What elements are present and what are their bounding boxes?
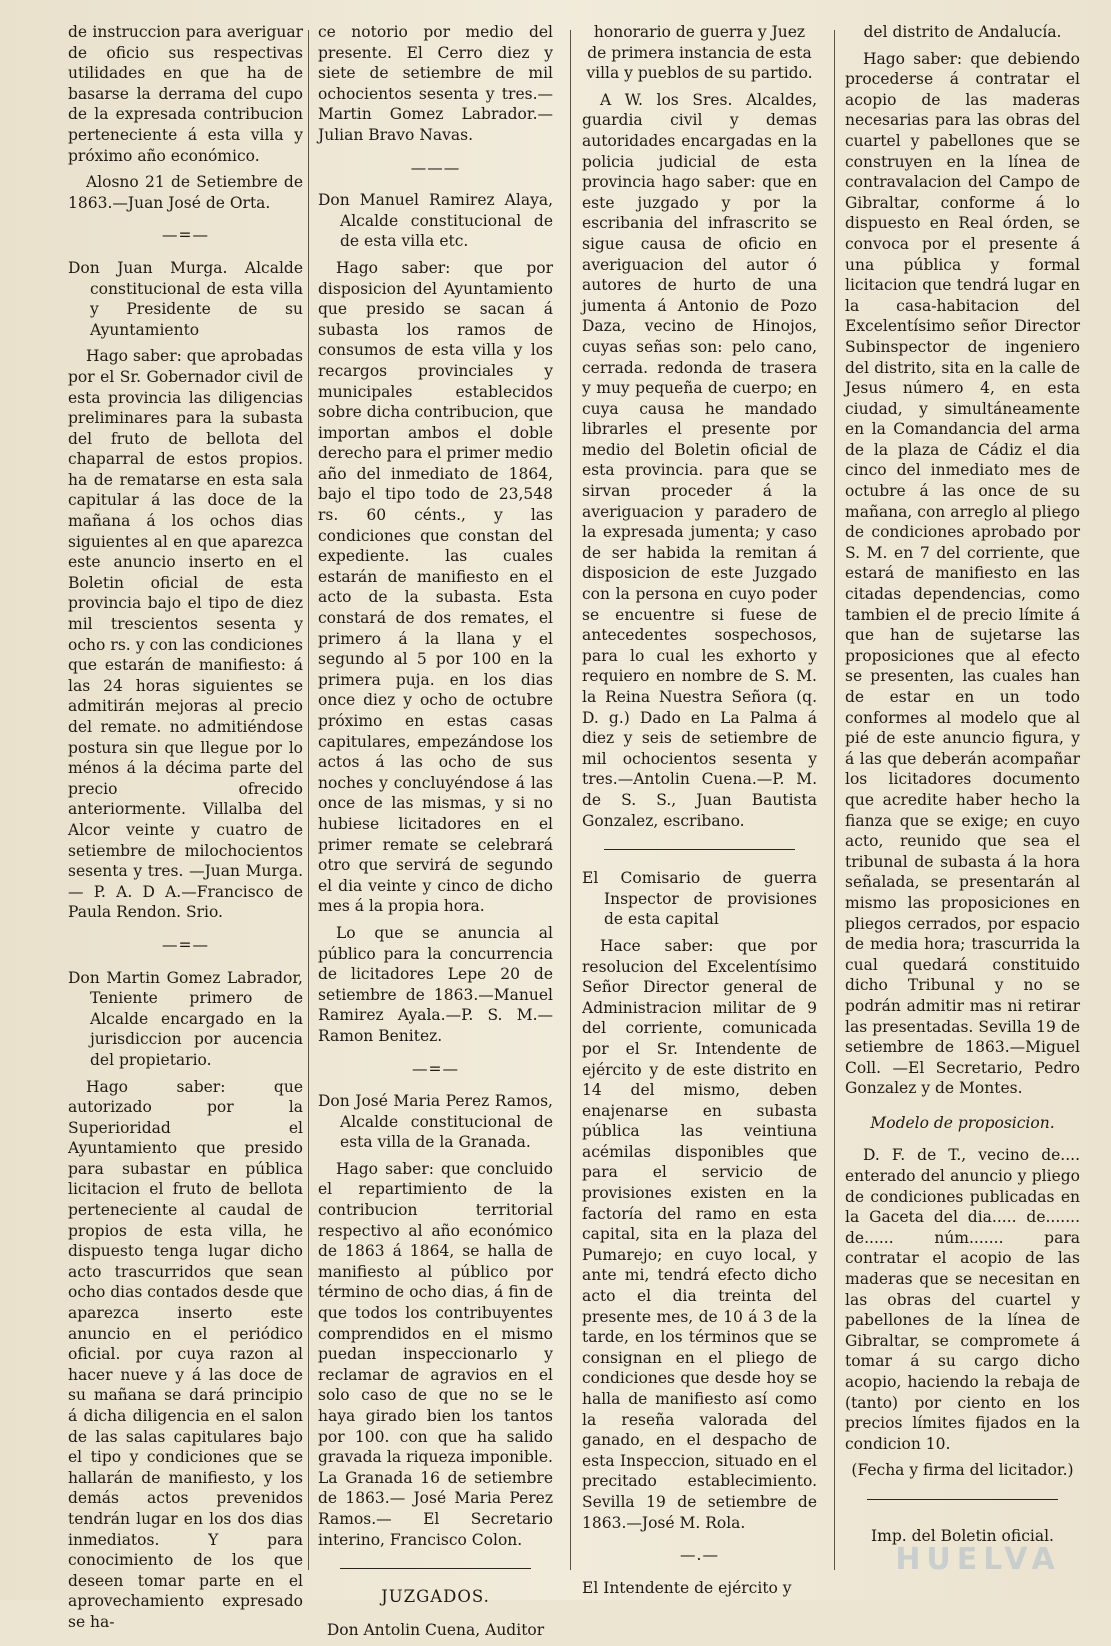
notice-heading: Don Antolin Cuena, Auditor (326, 1620, 545, 1639)
notice-body: Hace saber: que por resolucion del Excelentísimo Señor Director general de Administracion militar de 9 del corriente, comunicada por el Sr. Intendente de ejército y de este distrito en 14 del mismo, deben enajenarse en subasta pública las veintiuna acémilas disponibles que para el servicio de provisiones existen en la factoría del ramo en esta capital, sita en la plaza del Pumarejo; en cuyo local, y ante mi, tendrá efecto dicho acto el dia treinta del presente mes, de 10 á 3 de la tarde, en los términos que se consignan en el pliego de condiciones que desde hoy se halla de manifiesto así como la reseña valorada del ganado, en el despacho de esta Inspeccion, situado en el precitado establecimiento. Sevilla 19 de setiembre de 1863.—José M. Rola. (582, 936, 817, 1532)
continued-text: de instruccion para averiguar de oficio sus respectivas utilidades en que ha de basarse la derrama del cupo de la expresada contribucion perteneciente á esta villa y próximo año económico. (68, 23, 303, 165)
separator: —=— (412, 1059, 459, 1078)
notice-body: A W. los Sres. Alcaldes, guardia civil y demas autoridades encargadas en la policia judicial de esta provincia hago saber: que en este juzgado y por la escribania del infrascrito se sigue causa de oficio en averiguacion del autor ó autores de hurto de una jumenta á Antonio de Pozo Daza, vecino de Hinojos, cuyas señas son: pelo cano, cerrada. redonda de trasera y muy pequeña de cuerpo; en cuya causa he mandado librarles el presente por medio del Boletin oficial de esta provincia. para que se sirvan proceder á la averiguacion y paradero de la expresada jumenta; y caso de ser habida la remitan á disposicion de este Juzgado con la persona en cuyo poder se encuentre si fuese de antecedentes sospechosos, para lo cual les exhorto y requiero en nombre de S. M. la Reina Nuestra Señora (q. D. g.) Dado en La Palma á diez y seis de setiembre de mil ochocientos sesenta y tres.—Antolin Cuena.—P. M. de S. S., Juan Bautista Gonzalez, escribano. (582, 90, 817, 830)
continued-text: ce notorio por medio del presente. El Cerro diez y siete de setiembre de mil ochocientos sesenta y tres.—Martin Gomez Labrador.—Julian Bravo Navas. (318, 23, 553, 144)
notice-heading: El Intendente de ejército y (582, 1578, 792, 1597)
notice-heading: Don Martin Gomez Labrador, Teniente primero de Alcalde encargado en la jurisdiccion por aucencia del propietario. (68, 968, 303, 1069)
model-body: D. F. de T., vecino de.... enterado del anuncio y pliego de condiciones publicadas en la Gaceta del dia..... de....... de...... núm....... para contratar el acopio de las maderas que se necesitan en las obras del cuartel y pabellones de la línea de Gibraltar, se compromete á tomar á su cargo dicho acopio, haciendo la rebaja de (tanto) por ciento en los precios límites fijados en la condicion 10. (845, 1146, 1080, 1453)
notice-heading: Don Manuel Ramirez Alaya, Alcalde constitucional de de esta villa etc. (318, 191, 553, 251)
continued-text: del distrito de Andalucía. (863, 23, 1062, 41)
notice-heading: Don Juan Murga. Alcalde constitucional de esta villa y Presidente de su Ayuntamiento (68, 258, 303, 339)
column-2 (318, 22, 553, 1646)
column-4 (845, 22, 1080, 1553)
notice-body: Hago saber: que aprobadas por el Sr. Gobernador civil de esta provincia las diligencias preliminares para la subasta del fruto de bellota del chaparral de estos propios. ha de rematarse en esta sala capitular á las doce de la mañana á los ochos dias siguientes al en que aparezca este anuncio inserto en el Boletin oficial de esta provincia bajo el tipo de diez mil trescientos sesenta y ocho rs. y con las condiciones que estarán de manifiesto: á las 24 horas siguientes se admitirán mejoras al precio del remate. no admitiéndose postura sin que llegue por lo ménos á la décima parte del precio ofrecido anteriormente. Villalba del Alcor veinte y cuatro de setiembre de milochocientos sesenta y tres. —Juan Murga.— P. A. D A.—Francisco de Paula Rendon. Srio. (68, 347, 303, 922)
notice-heading: Don José Maria Perez Ramos, Alcalde constitucional de esta villa de la Granada. (318, 1092, 553, 1152)
column-rule (834, 30, 835, 1570)
continued-text: honorario de guerra y Juez de primera instancia de esta villa y pueblos de su partido. (586, 23, 813, 83)
library-watermark-stamp: HUELVA (895, 1542, 1061, 1577)
section-rule (604, 849, 795, 850)
imprint: Imp. del Boletin oficial. (871, 1526, 1054, 1545)
separator: —=— (162, 226, 209, 245)
notice-body: Hago saber: que autorizado por la Superioridad el Ayuntamiento que presido para subastar en pública licitacion el fruto de bellota perteneciente al caudal de propios de esta villa, he dispuesto tenga lugar dicho acto trascurridos que sean ocho dias contados desde que aparezca inserto este anuncio en el periódico oficial. por cuya razon al hacer nueve y á las doce de su mañana se dará principio á dicha diligencia en el salon de las salas capitulares bajo el tipo y condiciones que se hallarán de manifiesto, y los demás actos prevenidos tendrán lugar en los dos dias inmediatos. Y para conocimiento de los que deseen tomar parte en el aprovechamiento expresado se ha- (68, 1077, 304, 1631)
separator: ——— (410, 158, 461, 177)
column-rule (308, 30, 309, 1570)
separator: —.— (680, 1546, 719, 1565)
notice-body: Hago saber: que debiendo procederse á contratar el acopio de las maderas necesarias para las obras del cuartel y pabellones que se construyen en la línea de contravalacion del Campo de Gibraltar, conforme á lo dispuesto en Real órden, se convoca por el presente á una pública y formal licitacion que tendrá lugar en la casa-habitacion del Excelentísimo señor Director Subinspector de ingeniero del distrito, sita en la calle de Jesus número 4, en esta ciudad, y simultáneamente en la Comandancia del arma de la plaza de Cádiz el dia cinco del inmediato mes de octubre á las once de su mañana, con arreglo al pliego de condiciones aprobado por S. M. en 7 del corriente, que estará de manifiesto en las citadas dependencias, como tambien el de precio límite á que han de sujetarse las proposiciones que al efecto se presenten, las cuales han de estar en un todo conformes al modelo que al pié de este anuncio figura, y á las que deberán acompañar los licitadores documento que acredite haber hecho la fianza que se exige; en cuyo acto, reunido que sea el tribunal de subasta á la hora señalada, se presentarán al mismo las proposiciones en pliegos cerrados, por espacio de media hora; trascurrida la cual quedará constituido dicho Tribunal y no se podrán admitir mas ni retirar las presentadas. Sevilla 19 de setiembre de 1863.—Miguel Coll. —El Secretario, Pedro Gonzalez y de Montes. (845, 49, 1080, 1098)
section-title: JUZGADOS. (381, 1587, 490, 1607)
column-rule (570, 30, 571, 1570)
notice-closing: Lo que se anuncia al público para la concurrencia de licitadores Lepe 20 de setiembre de 1863.—Manuel Ramirez Ayala.—P. S. M.— Ramon Benitez. (318, 923, 553, 1045)
notice-body: Hago saber: que concluido el repartimiento de la contribucion territorial respectivo al año económico de 1863 á 1864, se halla de manifiesto al público por término de ocho dias, á fin de que todos los contribuyentes comprendidos en el mismo puedan inspeccionarlo y reclamar de agravios en el solo caso de que no se le haya girado bien los tantos por 100. con que ha salido gravada la riqueza imponible. La Granada 16 de setiembre de 1863.— José Maria Perez Ramos.— El Secretario interino, Francisco Colon. (318, 1159, 553, 1549)
notice-heading: El Comisario de guerra Inspector de provisiones de esta capital (582, 869, 817, 929)
notice-date-signature: Alosno 21 de Setiembre de 1863.—Juan José de Orta. (68, 173, 303, 212)
notice-body: Hago saber: que por disposicion del Ayuntamiento que presido se sacan á subasta los ramos de consumos de esta villa y los recargos provinciales y municipales establecidos sobre dicha contribucion, que importan ambos el doble derecho para el primer medio año del inmediato de 1864, bajo el tipo todo de 23,548 rs. 60 cénts., y las condiciones que constan del expediente. las cuales estarán de manifiesto en el acto de la subasta. Esta constará de dos remates, el primero á la llana y el segundo al 5 por 100 en la primera puja. en los dias once diez y ocho de octubre próximo en estas casas capitulares, empezándose los actos á las ocho de sus noches y concluyéndose á las once de las mismas, y si no hubiese licitadores en el primer remate se celebrará otro que servirá de segundo el dia veinte y cinco de dicho mes á la propia hora. (318, 258, 553, 916)
column-3 (582, 22, 817, 1604)
column-1 (68, 22, 303, 1639)
section-rule (867, 1499, 1058, 1500)
separator: —=— (162, 935, 209, 954)
section-rule (340, 1568, 531, 1569)
model-signature: (Fecha y firma del licitador.) (851, 1461, 1074, 1480)
model-title: Modelo de proposicion. (870, 1113, 1055, 1132)
